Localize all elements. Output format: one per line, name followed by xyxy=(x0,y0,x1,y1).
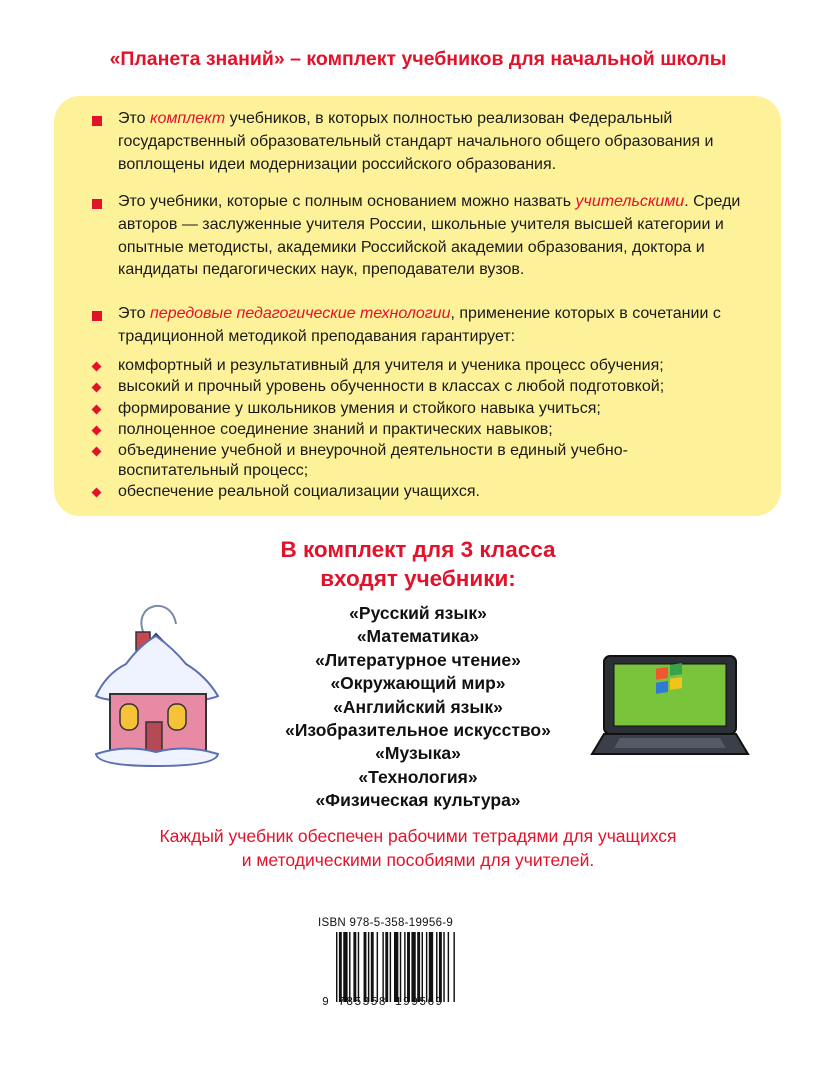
book-title: «Физическая культура» xyxy=(315,790,521,811)
snow-house-icon xyxy=(86,594,226,776)
laptop-icon xyxy=(590,650,750,762)
barcode-bar xyxy=(400,932,401,1002)
barcode-bar xyxy=(349,932,350,1002)
list-item: полноценное соединение знаний и практических навыков; xyxy=(118,421,553,438)
book-title: «Английский язык» xyxy=(333,696,503,717)
barcode-bar xyxy=(390,932,391,1002)
barcode-bar xyxy=(426,932,427,1002)
footer-note xyxy=(0,824,836,872)
barcode-bar xyxy=(394,932,398,1002)
square-bullet-icon xyxy=(92,199,102,209)
book-title: «Литературное чтение» xyxy=(315,649,521,670)
paragraph-text: Это учебники, которые с полным основанием можно назвать xyxy=(118,193,576,210)
list-item: обеспечение реальной социализации учащихся. xyxy=(118,483,480,500)
barcode-bar xyxy=(368,932,369,1002)
barcode-bar xyxy=(353,932,356,1002)
barcode-bar xyxy=(385,932,388,1002)
barcode-icon xyxy=(336,932,506,1002)
barcode-bar xyxy=(417,932,420,1002)
kit-heading: В комплект для 3 класса xyxy=(280,537,556,562)
barcode-bar xyxy=(371,932,374,1002)
barcode-digits: 9 785358 199569 xyxy=(322,996,444,1009)
barcode-bar xyxy=(453,932,454,1002)
list-item: объединение учебной и внеурочной деятельности в единый учебно-воспитательный процесс; xyxy=(118,442,628,479)
barcode-bar xyxy=(358,932,359,1002)
barcode-bar xyxy=(439,932,442,1002)
square-bullet-icon xyxy=(92,116,102,126)
barcode-bar xyxy=(411,932,415,1002)
barcode-bar xyxy=(436,932,437,1002)
footer-line: и методическими пособиями для учителей. xyxy=(241,850,595,870)
paragraph-authors xyxy=(118,191,758,282)
paragraph-text: Это xyxy=(118,305,150,322)
book-title: «Математика» xyxy=(356,626,480,647)
paragraph-kit xyxy=(118,108,758,176)
barcode-bar xyxy=(364,932,367,1002)
book-title: «Русский язык» xyxy=(349,603,487,623)
book-title: «Технология» xyxy=(358,766,478,787)
barcode-bar xyxy=(339,932,342,1002)
book-title: «Окружающий мир» xyxy=(330,673,506,694)
paragraph-text: учебников, в которых полностью реализован Федеральный государственный образовательный стандарт начального общего образования и воплощены идеи модернизации российского образования. xyxy=(118,110,714,173)
book-title: «Изобразительное искусство» xyxy=(285,720,551,741)
list-item: комфортный и результативный для учителя и ученика процесс обучения; xyxy=(118,357,664,374)
list-item: высокий и прочный уровень обученности в классах с любой подготовкой; xyxy=(118,378,665,395)
barcode-bar xyxy=(336,932,337,1002)
paragraph-highlight: передовые педагогические технологии xyxy=(150,305,451,322)
square-bullet-icon xyxy=(92,311,102,321)
list-item: формирование у школьников умения и стойкого навыка учиться; xyxy=(118,400,601,417)
isbn-label: ISBN 978-5-358-19956-9 xyxy=(318,917,454,929)
barcode-bar xyxy=(448,932,449,1002)
paragraph-text: Это xyxy=(118,110,150,127)
barcode-bar xyxy=(404,932,405,1002)
barcode-bar xyxy=(422,932,423,1002)
barcode-bar xyxy=(407,932,410,1002)
paragraph-text: , применение которых в сочетании с традиционной методикой преподавания гарантирует: xyxy=(118,305,721,345)
kit-heading: входят учебники: xyxy=(320,566,516,591)
barcode-bar xyxy=(377,932,378,1002)
paragraph-text: . Среди авторов — заслуженные учителя России, школьные учителя высшей категории и опытные методисты, академики Российской академии образования, доктора и кандидаты педагогических наук, преподаватели вузов. xyxy=(118,193,741,279)
paragraph-highlight: учительскими xyxy=(575,193,685,210)
barcode-bar xyxy=(443,932,444,1002)
barcode-bar xyxy=(429,932,433,1002)
paragraph-highlight: комплект xyxy=(150,110,226,127)
barcode-bar xyxy=(382,932,383,1002)
page-title: «Планета знаний» – комплект учебников для начальной школы xyxy=(109,48,727,70)
paragraph-technologies xyxy=(118,303,758,349)
book-title: «Музыка» xyxy=(375,743,461,764)
barcode-bar xyxy=(343,932,347,1002)
footer-line: Каждый учебник обеспечен рабочими тетрадями для учащихся xyxy=(159,826,677,846)
